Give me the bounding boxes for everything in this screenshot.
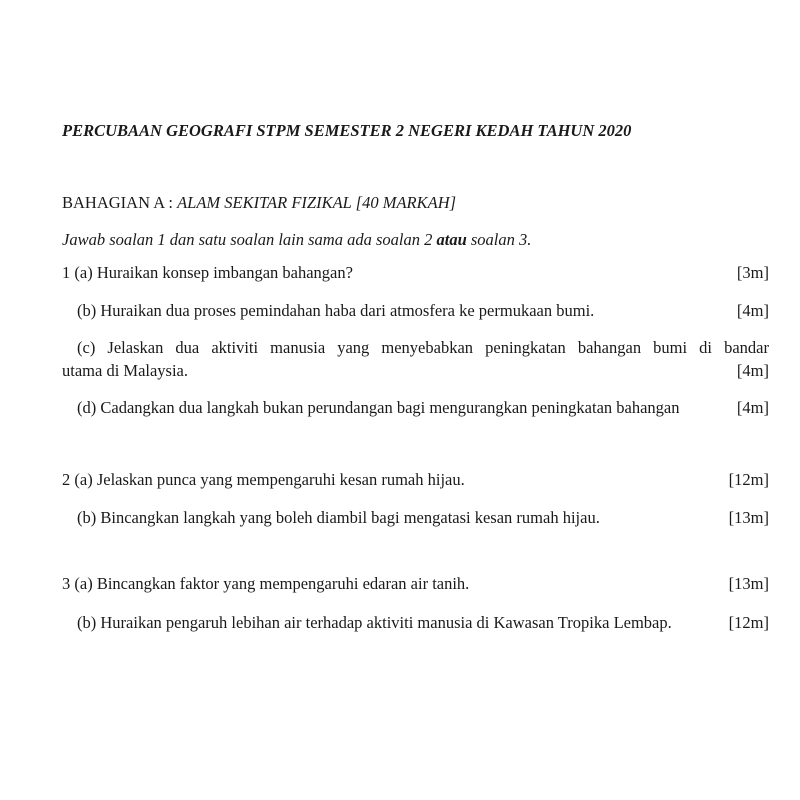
part-label: (c): [77, 338, 96, 357]
marks-2a: [12m]: [728, 470, 769, 489]
instruction-part1: Jawab soalan 1 dan satu soalan lain sama ada soalan 2: [62, 230, 437, 249]
part-label: (b): [77, 301, 97, 320]
part-text: Bincangkan langkah yang boleh diambil bagi mengatasi kesan rumah hijau.: [100, 508, 600, 527]
marks-2b: [13m]: [728, 508, 769, 527]
question-1b: [77, 301, 594, 321]
marks-1d: [4m]: [736, 398, 769, 417]
part-label: (b): [77, 613, 97, 632]
marks-3a: [13m]: [728, 574, 769, 593]
marks-1a: [3m]: [736, 263, 769, 282]
question-3b: [77, 613, 672, 633]
section-prefix: BAHAGIAN A :: [62, 193, 178, 212]
question-1a: [62, 263, 353, 283]
part-label: (b): [77, 508, 97, 527]
question-1c-line1: [77, 338, 769, 358]
section-heading: [62, 193, 456, 213]
part-text: Bincangkan faktor yang mempengaruhi edaran air tanih.: [96, 574, 470, 593]
part-label: (a): [74, 470, 93, 489]
part-text: Huraikan pengaruh lebihan air terhadap aktiviti manusia di Kawasan Tropika Lembap.: [100, 613, 672, 632]
question-number: 2: [62, 470, 71, 489]
question-2a: [62, 470, 465, 490]
part-label: (d): [77, 398, 97, 417]
part-label: (a): [74, 574, 93, 593]
part-text: Jelaskan dua aktiviti manusia yang menyebabkan peningkatan bahangan bumi di bandar: [107, 338, 769, 357]
marks-1c: [4m]: [736, 361, 769, 380]
part-label: (a): [74, 263, 93, 282]
question-number: 3: [62, 574, 71, 593]
part-text: Huraikan dua proses pemindahan haba dari atmosfera ke permukaan bumi.: [100, 301, 595, 320]
question-2b: [77, 508, 600, 528]
section-name: ALAM SEKITAR FIZIKAL [40 MARKAH]: [177, 193, 457, 212]
instruction-emphasis: atau: [436, 230, 467, 249]
instruction-part2: soalan 3.: [466, 230, 532, 249]
part-text: Jelaskan punca yang mempengaruhi kesan rumah hijau.: [96, 470, 465, 489]
part-text: Cadangkan dua langkah bukan perundangan bagi mengurangkan peningkatan bahangan: [100, 398, 680, 417]
question-number: 1: [62, 263, 71, 282]
instruction: [62, 230, 531, 250]
marks-3b: [12m]: [728, 613, 769, 632]
question-1d: [77, 398, 680, 418]
question-1c-line2: utama di Malaysia.: [62, 361, 189, 380]
part-text: Huraikan konsep imbangan bahangan?: [96, 263, 353, 282]
marks-1b: [4m]: [736, 301, 769, 320]
document-title: PERCUBAAN GEOGRAFI STPM SEMESTER 2 NEGERI KEDAH TAHUN 2020: [62, 121, 632, 140]
question-3a: [62, 574, 469, 594]
